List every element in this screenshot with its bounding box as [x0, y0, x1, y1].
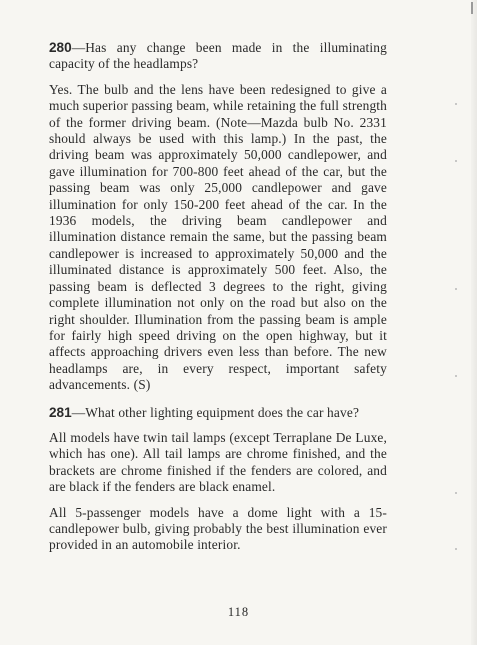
corner-mark — [471, 2, 473, 14]
question-text: —Has any change been made in the illuminating capacity of the headlamps? — [49, 40, 387, 72]
margin-dot — [455, 103, 457, 105]
page-edge — [471, 0, 477, 645]
margin-dot — [455, 548, 457, 550]
question-number: 280 — [49, 40, 72, 55]
question-number: 281 — [49, 404, 72, 420]
answer-280: Yes. The bulb and the lens have been redesigned to give a much superior passing beam, while retaining the full strength of the former driving beam. (Note—Mazda bulb No. 2331 should always be used with this lamp.) In the past, the driving beam was approximately 50,000 candlepower, and gave illumination for 700-800 feet ahead of the car, but the passing beam was only 25,000 candlepower and gave illumination for only 150-200 feet ahead of the car. In the 1936 models, the driving beam candlepower and illumination distance remain the same, but the passing beam candlepower is increased to approximately 50,000 and the illuminated distance is approximately 500 feet. Also, the passing beam is deflected 3 degrees to the right, giving complete illumination not only on the road but also on the right shoulder. Illumination from the passing beam is ample for fairly high speed driving on the open highway, but it affects approaching drivers even less than before. The new headlamps are, in every respect, important safety advancements. (S) — [49, 81, 387, 393]
question-text: —What other lighting equipment does the car have? — [71, 404, 360, 420]
question-281 — [49, 405, 387, 421]
margin-dot — [455, 160, 457, 162]
question-280 — [49, 40, 387, 73]
margin-dot — [455, 288, 457, 290]
margin-dot — [455, 492, 457, 494]
page-number: 118 — [227, 605, 250, 619]
margin-dot — [455, 375, 457, 377]
answer-281-paragraph-1: All models have twin tail lamps (except Terraplane De Luxe, which has one). All tail lamps are chrome finished, and the brackets are chrome finished if the fenders are colored, and are black if the fenders are black enamel. — [49, 429, 387, 495]
answer-281-paragraph-2: All 5-passenger models have a dome light with a 15-candlepower bulb, giving probably the best illumination ever provided in an automobile interior. — [49, 504, 387, 553]
page-content — [49, 40, 387, 563]
